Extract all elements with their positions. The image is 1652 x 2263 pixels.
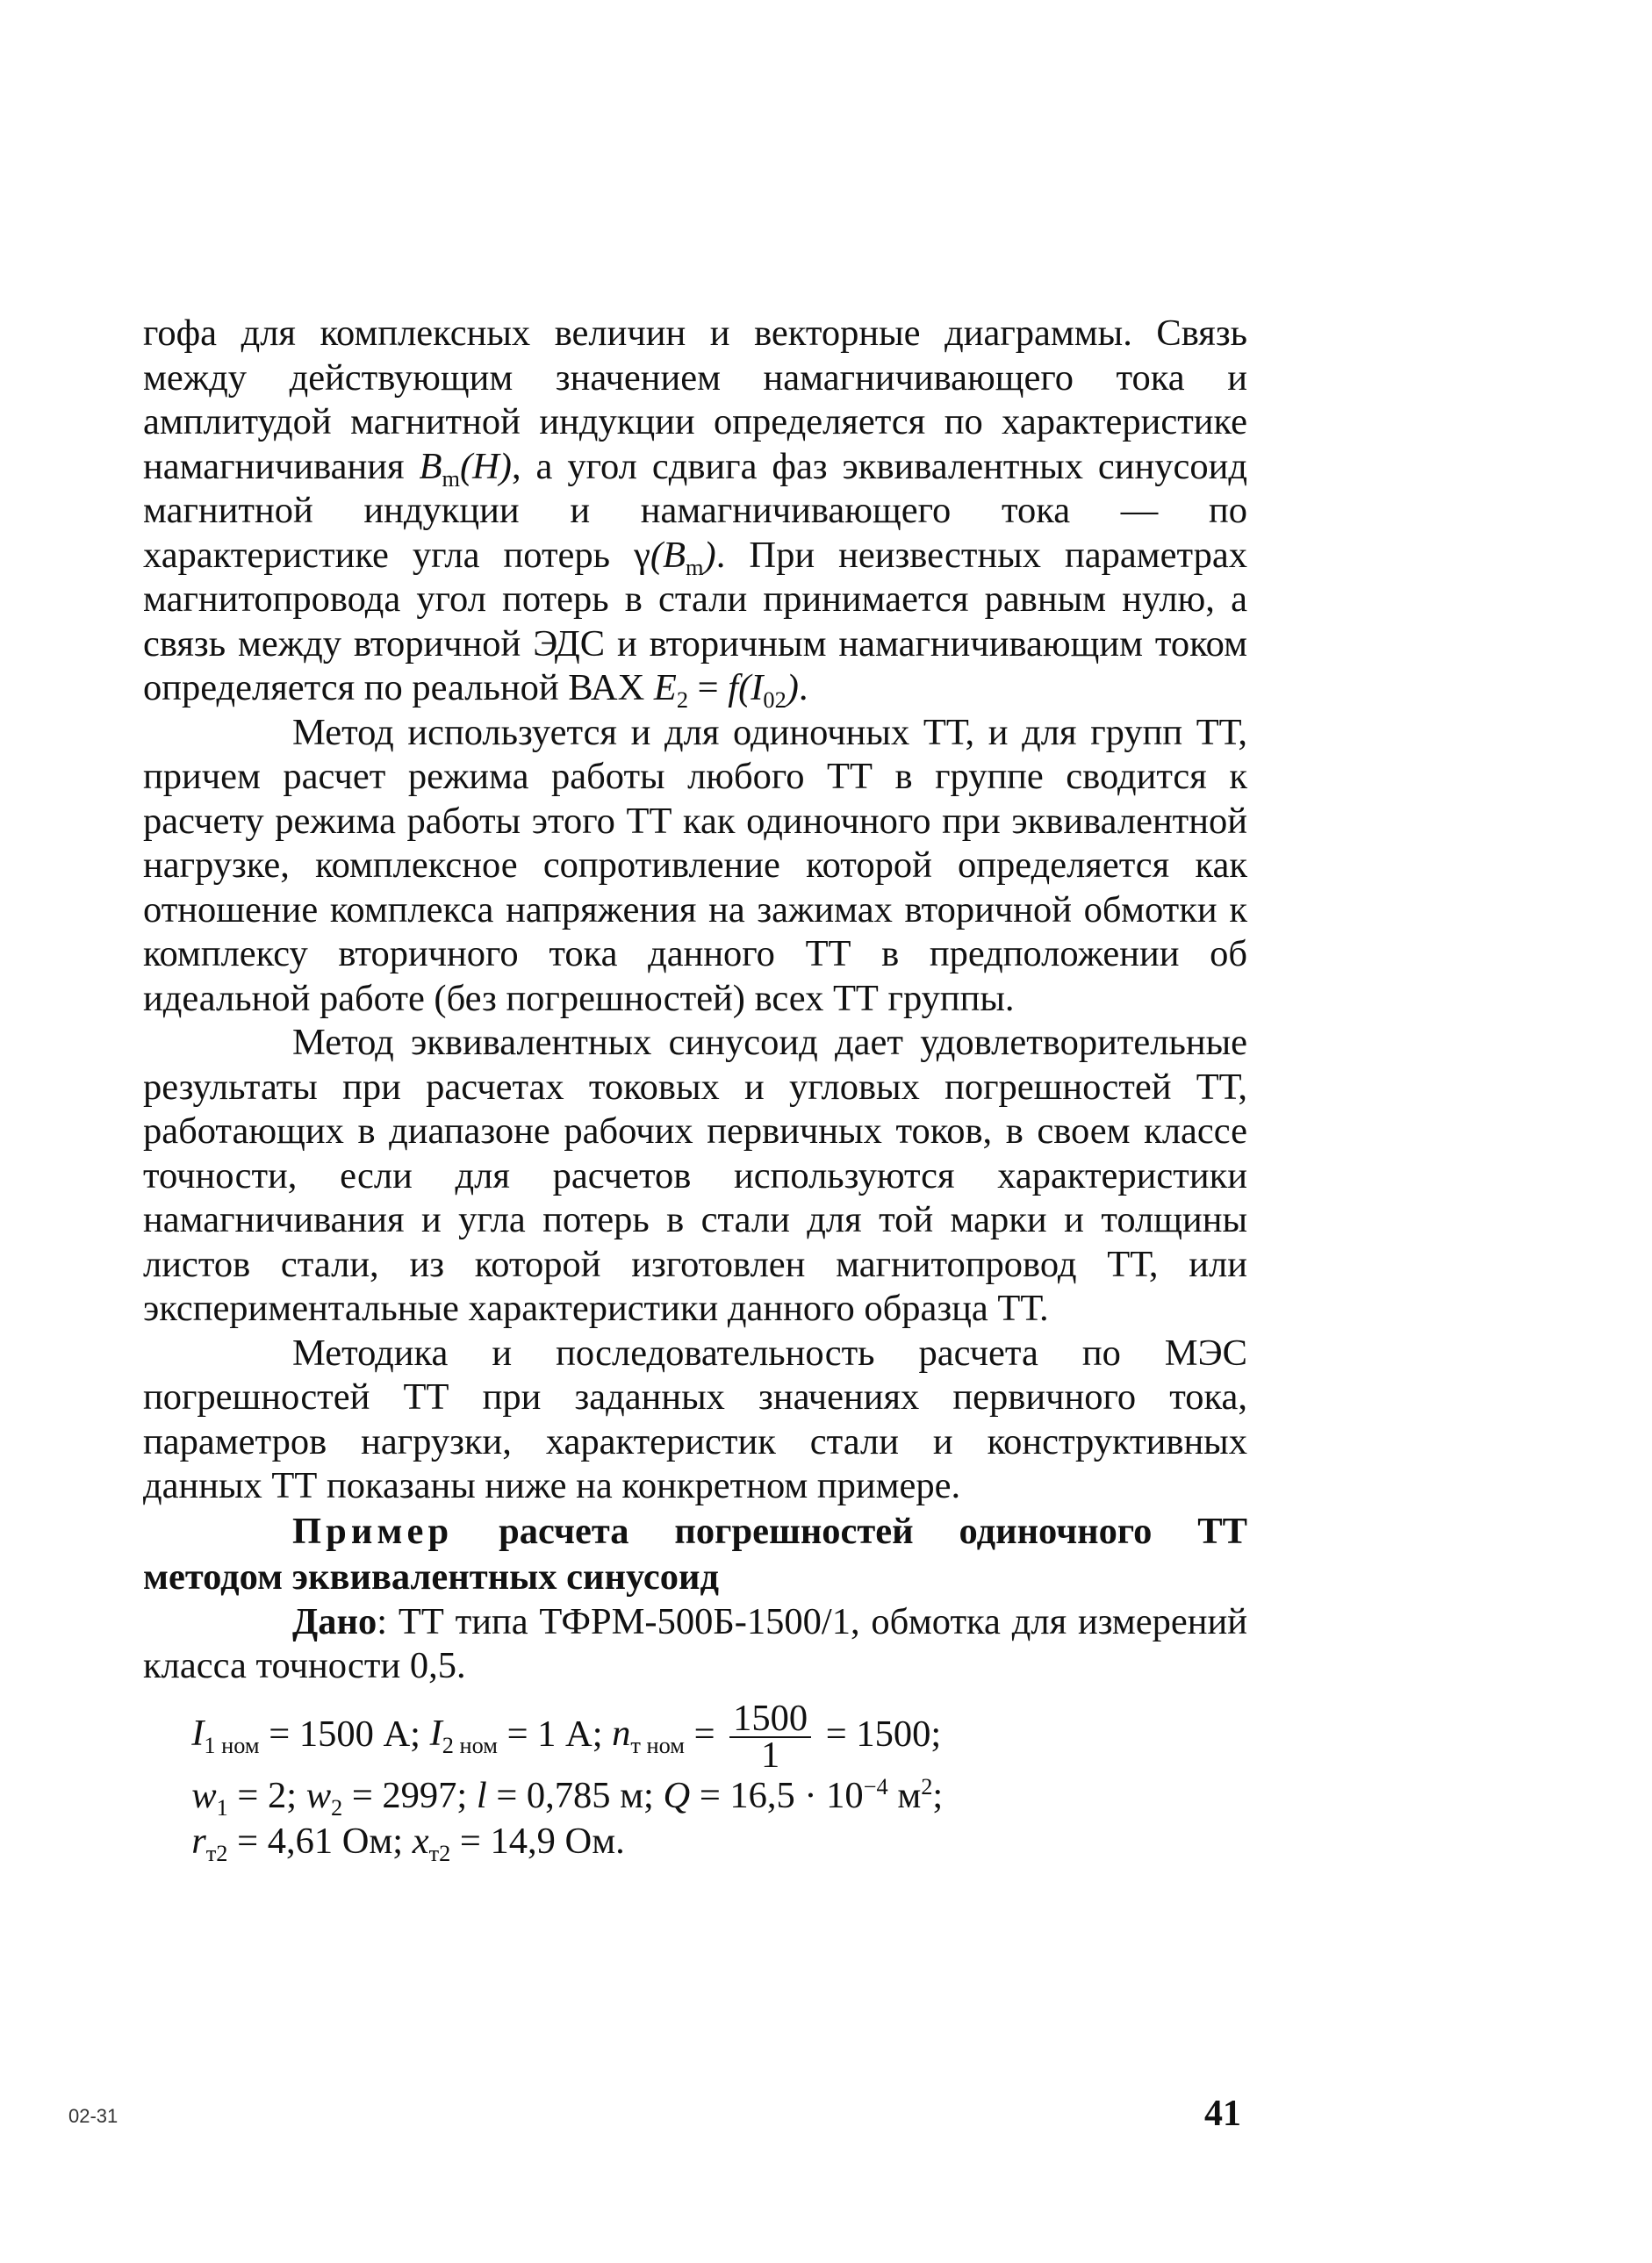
formula-i2-value: = 1 А; — [506, 1713, 613, 1755]
formula-n-value: = 1500; — [825, 1713, 942, 1755]
formula-w1-value: = 2; — [237, 1774, 306, 1816]
formula-e2: $E_2 = f(I_{02})$ — [653, 667, 799, 714]
fraction-numerator: 1500 — [729, 1701, 811, 1738]
formula-bm-h: $B_m(H)$ — [419, 445, 512, 492]
paragraph-1-part-c: . При неизвестных параметрах магнитопровода угол потерь в стали принимается равным нулю, а связь между вторичной ЭДС и вторичным намагничивающим током определяется по реальной ВАХ — [143, 534, 1247, 708]
ratio-fraction — [729, 1697, 811, 1776]
given-formulas — [143, 1697, 1247, 1866]
paragraph-1 — [143, 312, 1247, 714]
formula-q-exponent: −4 — [863, 1773, 888, 1800]
page-number: 41 — [1204, 2094, 1241, 2134]
formula-l-value: = 0,785 м; — [496, 1774, 664, 1816]
printing-code: 02-31 — [68, 2105, 119, 2127]
example-heading-spaced: Пример — [292, 1510, 454, 1552]
fraction-denominator: 1 — [761, 1734, 780, 1776]
formula-i1-value: = 1500 А; — [269, 1713, 430, 1755]
paragraph-1-part-b: , а угол сдвига фаз эквивалентных синусоид магнитной индукции и намагничивающего тока — по характеристике угла потерь — [143, 445, 1247, 576]
example-heading-rest: расчета погрешностей одиночного ТТ методом эквивалентных синусоид — [143, 1510, 1247, 1598]
formula-q-end: ; — [932, 1774, 944, 1816]
formula-line-2: $w_1 = 2$; $w_2 = 2997$; l = 0,785 м; $Q = 16,5 \cdot 10^{-4}$ $м^2$; — [191, 1773, 944, 1821]
paragraph-2: Метод используется и для одиночных ТТ, и для групп ТТ, причем расчет режима работы любого ТТ в группе сводится к расчету режима работы этого ТТ как одиночного при эквивалентной нагрузке, комплексное сопротивление которой определяется как отношение комплекса напряжения на зажимах вторичной обмотки к комплексу вторичного тока данного ТТ в предположении об идеальной работе (без погрешностей) всех ТТ группы. — [143, 711, 1247, 1019]
formula-q-value: = 16,5 · 10 — [699, 1774, 864, 1816]
formula-w2-value: = 2997; — [351, 1774, 477, 1816]
given-text: : ТТ типа ТФРМ-500Б-1500/1, обмотка для измерений класса точности 0,5. — [143, 1600, 1247, 1686]
body-text — [143, 312, 1247, 1864]
formula-r-value: = 4,61 Ом; — [237, 1820, 413, 1862]
paragraph-1-part-d: . — [798, 667, 808, 708]
paragraph-3: Метод эквивалентных синусоид дает удовлетворительные результаты при расчетах токовых и угловых погрешностей ТТ, работающих в диапазоне рабочих первичных токов, в своем классе точности, если для расчетов используются характеристики намагничивания и угла потерь в стали для той марки и толщины листов стали, из которой изготовлен магнитопровод ТТ, или экспериментальные характеристики данного образца ТТ. — [143, 1022, 1247, 1329]
paragraph-4: Методика и последовательность расчета по МЭС погрешностей ТТ при заданных значениях первичного тока, параметров нагрузки, характеристик стали и конструктивных данных ТТ показаны ниже на конкретном примере. — [143, 1332, 1247, 1506]
formula-x-value: = 14,9 Ом. — [459, 1820, 625, 1862]
formula-gamma-bm: $\gamma(B_m)$ — [634, 534, 716, 580]
formula-line-3: $r_{т2} = 4,61$ Ом; $x_{т2} = 14,9$ Ом. — [191, 1820, 625, 1866]
given-paragraph — [143, 1600, 1247, 1689]
formula-q-unit: м — [887, 1774, 922, 1816]
formula-q-unit-exponent: 2 — [921, 1773, 933, 1800]
paragraph-1-part-a: гофа для комплексных величин и векторные диаграммы. Связь между действующим значением намагничивающего тока и амплитудой магнитной индукции определяется по характеристике намагничивания — [143, 313, 1247, 487]
given-label: Дано — [292, 1600, 377, 1642]
formula-line-1: $I_{1 ном} = 1500$ А; $I_{2 ном} = 1$ А; $n_{т ном}$ = $\frac{1500}{1}$ = 1500; — [191, 1697, 942, 1776]
example-heading — [143, 1509, 1247, 1600]
